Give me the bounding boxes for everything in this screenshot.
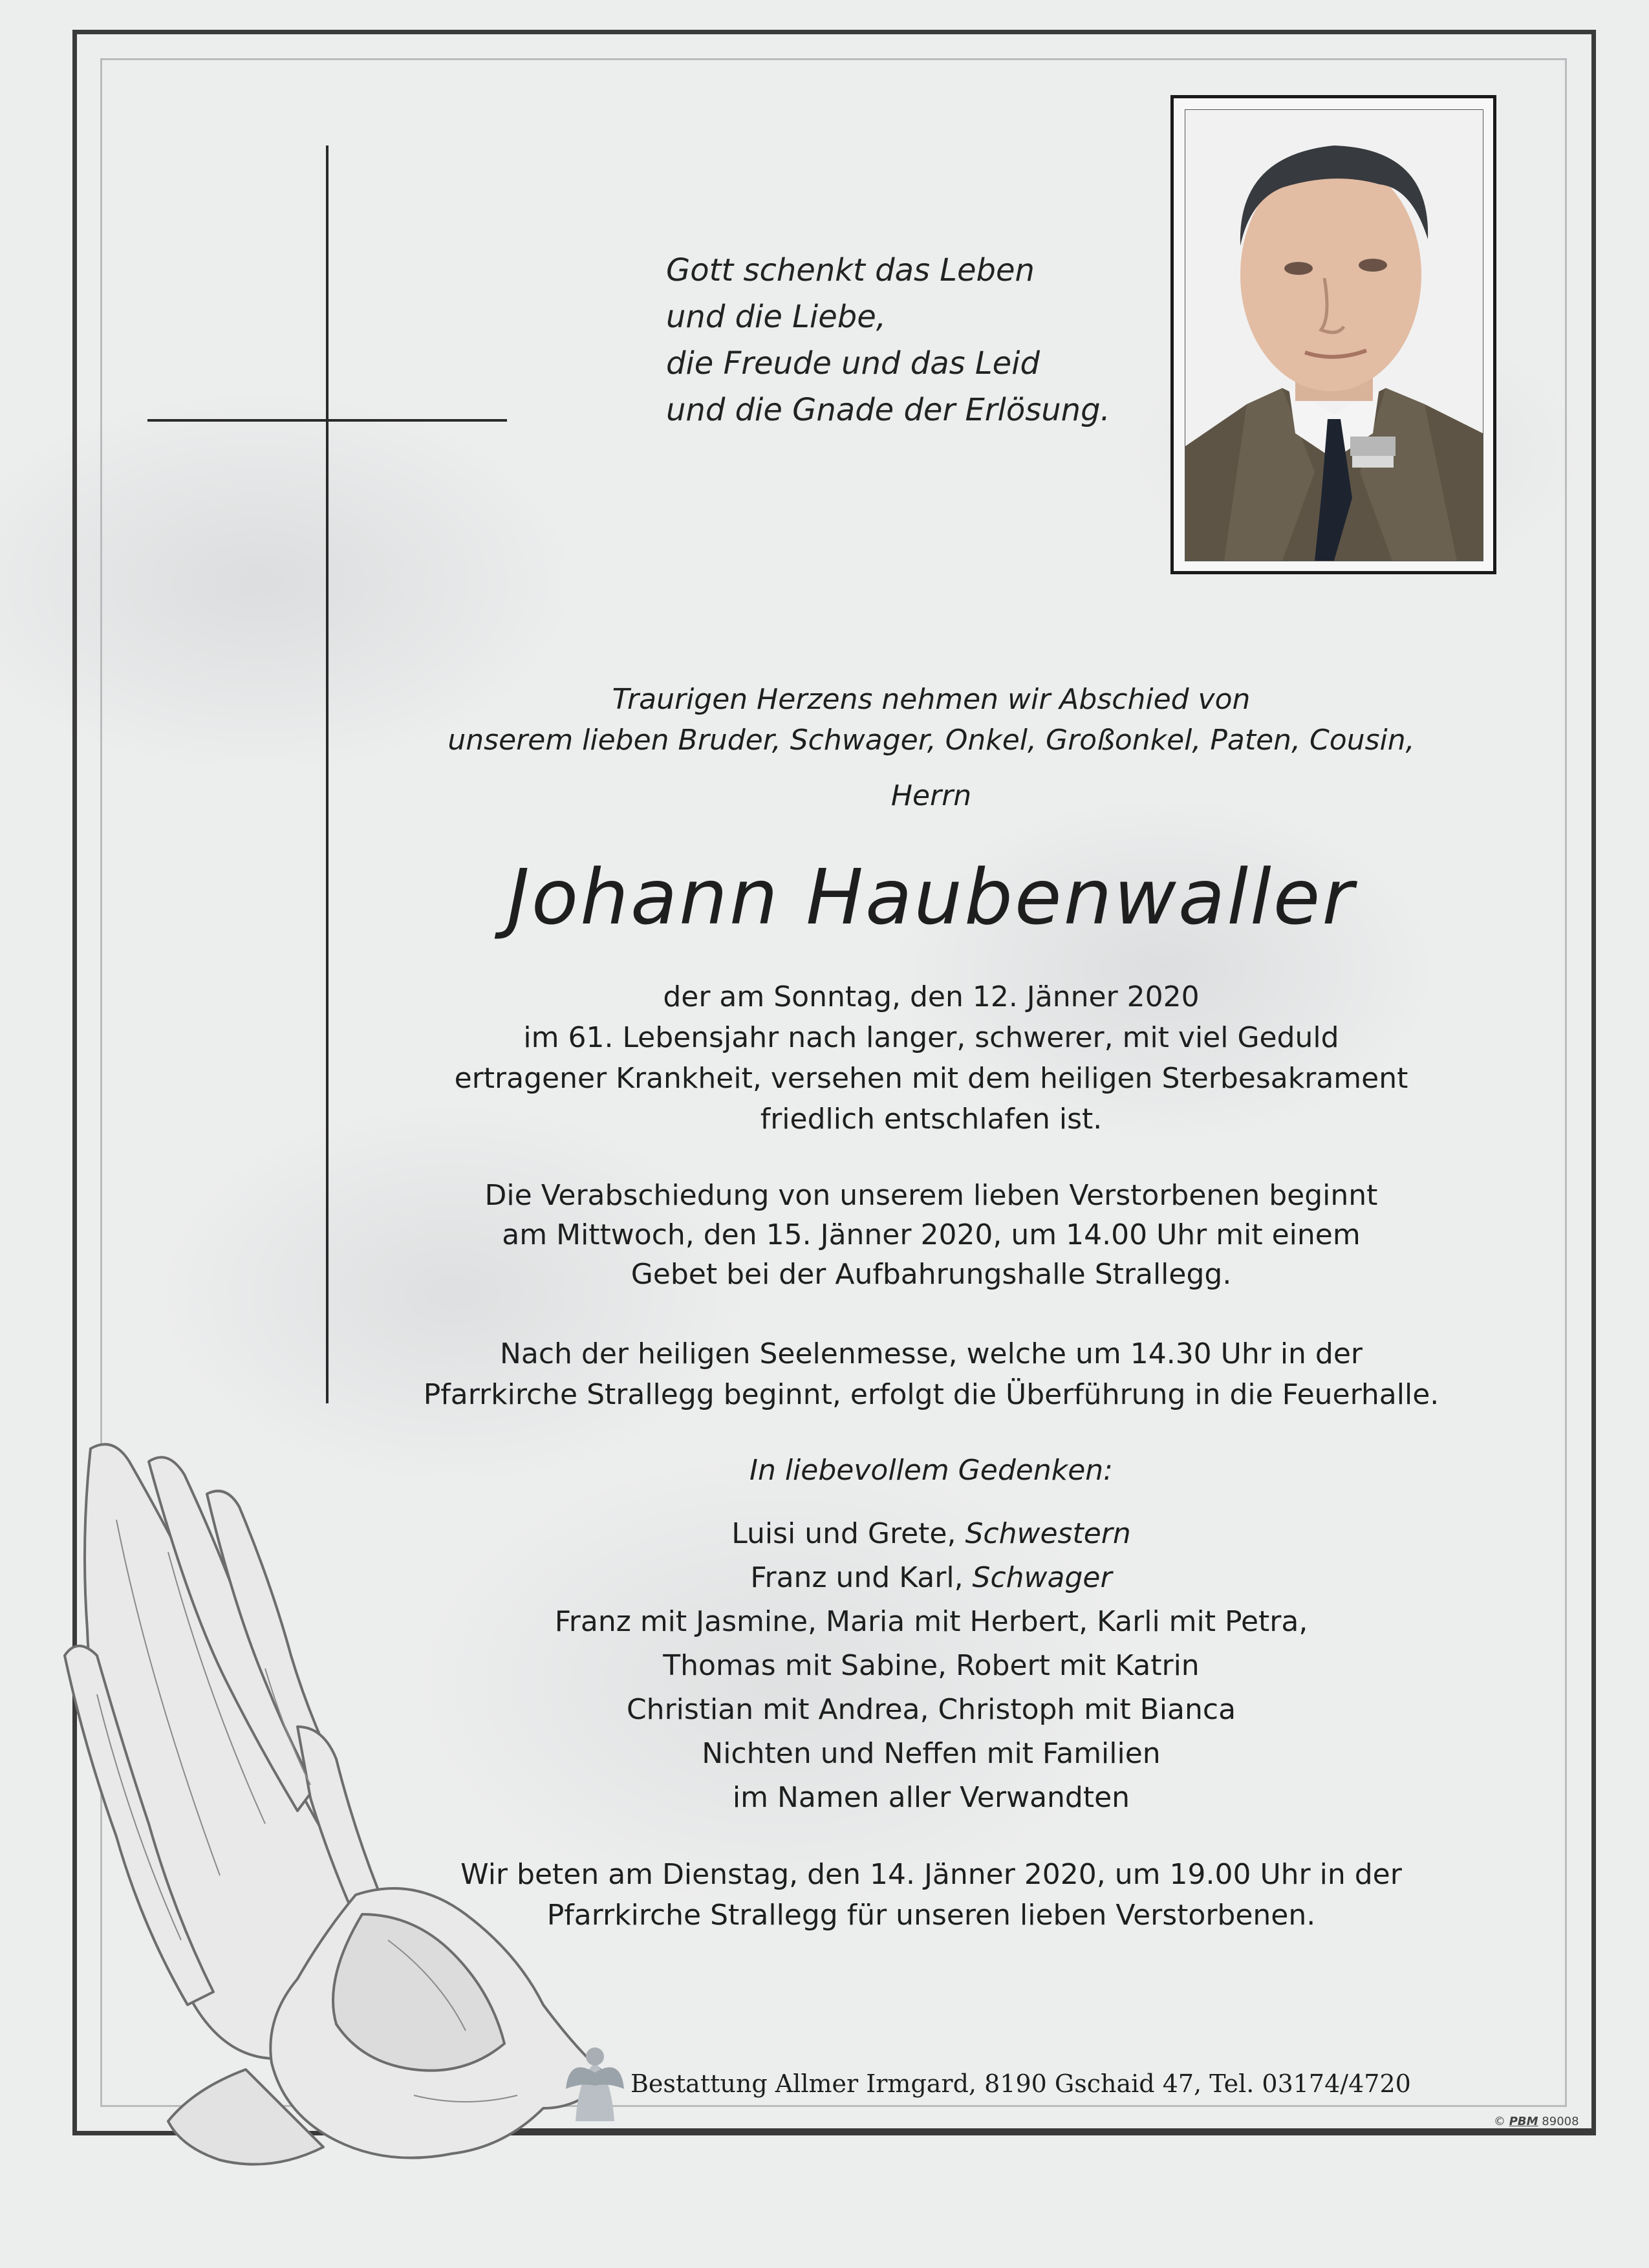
family-names: Luisi und Grete, bbox=[731, 1517, 965, 1550]
mass-line: Pfarrkirche Strallegg beginnt, erfolgt die Überführung in die Feuerhalle. bbox=[423, 1378, 1439, 1411]
copyright-symbol: © bbox=[1494, 2115, 1505, 2128]
bible-quote bbox=[666, 247, 1183, 433]
family-names: im Namen aller Verwandten bbox=[732, 1781, 1130, 1814]
death-notice bbox=[414, 977, 1449, 1139]
family-names: Nichten und Neffen mit Familien bbox=[702, 1737, 1161, 1770]
mass-line: Nach der heiligen Seelenmesse, welche um 14.30 Uhr in der bbox=[499, 1337, 1363, 1370]
quote-line: und die Gnade der Erlösung. bbox=[666, 392, 1110, 428]
mass-details bbox=[414, 1334, 1449, 1415]
angel-logo-icon bbox=[563, 2037, 627, 2128]
quote-line: die Freude und das Leid bbox=[666, 345, 1040, 382]
intro-line: unserem lieben Bruder, Schwager, Onkel, Großonkel, Paten, Cousin, bbox=[447, 724, 1415, 757]
farewell-details bbox=[414, 1176, 1449, 1294]
death-notice-line: friedlich entschlafen ist. bbox=[760, 1103, 1103, 1136]
farewell-line: Gebet bei der Aufbahrungshalle Strallegg. bbox=[630, 1258, 1232, 1291]
family-names: Christian mit Andrea, Christoph mit Bianca bbox=[626, 1693, 1236, 1726]
deceased-name: Johann Haubenwaller bbox=[507, 852, 1355, 942]
cross-horizontal-bar bbox=[147, 419, 507, 422]
cross-vertical-bar bbox=[326, 146, 329, 1403]
footer-code bbox=[1494, 2115, 1579, 2128]
death-notice-line: ertragener Krankheit, versehen mit dem heiligen Sterbesakrament bbox=[454, 1062, 1408, 1095]
prayer-line: Wir beten am Dienstag, den 14. Jänner 2020, um 19.00 Uhr in der bbox=[460, 1858, 1402, 1891]
undertaker-info: Bestattung Allmer Irmgard, 8190 Gschaid 47, Tel. 03174/4720 bbox=[630, 2069, 1411, 2098]
death-notice-line: im 61. Lebensjahr nach langer, schwerer, mit viel Geduld bbox=[523, 1021, 1339, 1054]
footer-brand: PBM bbox=[1509, 2115, 1538, 2128]
quote-line: und die Liebe, bbox=[666, 299, 887, 335]
remembrance-title: In liebevollem Gedenken: bbox=[749, 1454, 1113, 1487]
death-notice-line: der am Sonntag, den 12. Jänner 2020 bbox=[663, 980, 1200, 1013]
portrait-photo-frame bbox=[1170, 95, 1496, 574]
salutation: Herrn bbox=[890, 779, 972, 812]
family-names: Franz mit Jasmine, Maria mit Herbert, Karli mit Petra, bbox=[554, 1605, 1308, 1638]
intro-line: Traurigen Herzens nehmen wir Abschied von bbox=[612, 683, 1251, 716]
farewell-line: am Mittwoch, den 15. Jänner 2020, um 14.00 Uhr mit einem bbox=[502, 1218, 1361, 1251]
quote-line: Gott schenkt das Leben bbox=[666, 252, 1035, 288]
family-relation: Schwager bbox=[972, 1561, 1112, 1594]
farewell-line: Die Verabschiedung von unserem lieben Verstorbenen beginnt bbox=[484, 1179, 1378, 1212]
family-names: Thomas mit Sabine, Robert mit Katrin bbox=[663, 1649, 1200, 1682]
bottom-border-rule bbox=[511, 2128, 1596, 2133]
family-relation: Schwestern bbox=[965, 1517, 1131, 1550]
intro-text bbox=[414, 679, 1449, 761]
family-names: Franz und Karl, bbox=[750, 1561, 973, 1594]
footer-number: 89008 bbox=[1542, 2115, 1579, 2128]
prayer-line: Pfarrkirche Strallegg für unseren lieben Verstorbenen. bbox=[546, 1899, 1316, 1932]
portrait-photo bbox=[1185, 109, 1483, 561]
praying-hands-image bbox=[52, 1423, 647, 2179]
